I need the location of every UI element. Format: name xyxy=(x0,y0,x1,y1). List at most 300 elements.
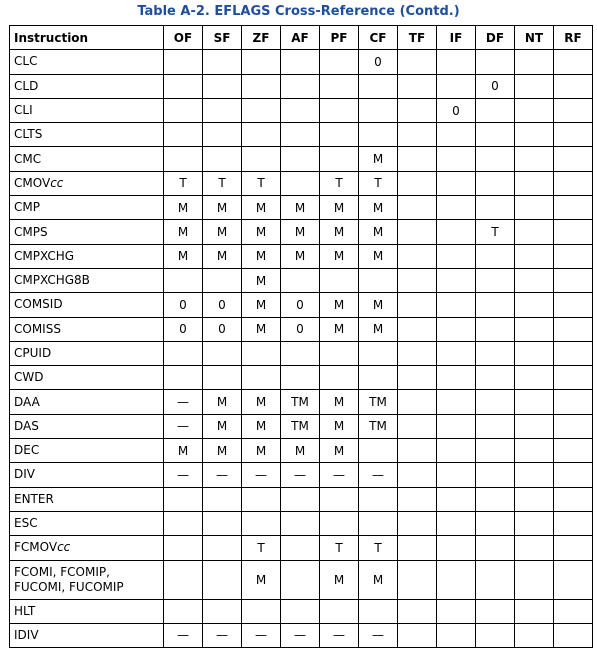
flag-cell-nt xyxy=(515,487,554,511)
flag-cell-tf xyxy=(398,123,437,147)
flag-cell-cf: M xyxy=(359,244,398,268)
flag-cell-zf xyxy=(242,341,281,365)
flag-cell-cf: M xyxy=(359,317,398,341)
instruction-cell xyxy=(10,439,164,463)
flag-cell-if xyxy=(437,293,476,317)
column-header-of: OF xyxy=(164,26,203,50)
flag-cell-zf: M xyxy=(242,414,281,438)
flag-cell-rf xyxy=(554,536,593,560)
flag-cell-tf xyxy=(398,599,437,623)
flag-cell-pf: T xyxy=(320,536,359,560)
table-row xyxy=(10,390,593,414)
flag-cell-tf xyxy=(398,560,437,599)
flag-cell-pf: M xyxy=(320,439,359,463)
flag-cell-of xyxy=(164,599,203,623)
flag-cell-nt xyxy=(515,317,554,341)
flag-cell-rf xyxy=(554,463,593,487)
flag-cell-of xyxy=(164,147,203,171)
flag-cell-rf xyxy=(554,147,593,171)
flag-cell-af xyxy=(281,341,320,365)
flag-cell-cf xyxy=(359,599,398,623)
flag-cell-sf xyxy=(203,74,242,98)
instruction-cell xyxy=(10,244,164,268)
flag-cell-rf xyxy=(554,244,593,268)
flag-cell-pf: M xyxy=(320,317,359,341)
table-row xyxy=(10,511,593,535)
flag-cell-df xyxy=(476,414,515,438)
flag-cell-df xyxy=(476,244,515,268)
flag-cell-sf xyxy=(203,599,242,623)
instruction-name: DIV xyxy=(14,467,35,482)
flag-cell-sf: M xyxy=(203,220,242,244)
flag-cell-cf xyxy=(359,366,398,390)
table-row xyxy=(10,439,593,463)
flag-cell-if xyxy=(437,599,476,623)
flag-cell-of: M xyxy=(164,220,203,244)
flag-cell-df xyxy=(476,268,515,292)
instruction-name: CLI xyxy=(14,103,33,118)
flag-cell-af: TM xyxy=(281,390,320,414)
flag-cell-df xyxy=(476,487,515,511)
eflags-table xyxy=(9,25,593,648)
instruction-cell xyxy=(10,599,164,623)
instruction-cell xyxy=(10,390,164,414)
flag-cell-pf xyxy=(320,98,359,122)
flag-cell-nt xyxy=(515,171,554,195)
flag-cell-pf: M xyxy=(320,560,359,599)
flag-cell-sf: — xyxy=(203,623,242,647)
flag-cell-if xyxy=(437,414,476,438)
flag-cell-if xyxy=(437,50,476,74)
flag-cell-df xyxy=(476,366,515,390)
flag-cell-df: 0 xyxy=(476,74,515,98)
flag-cell-df xyxy=(476,196,515,220)
table-row xyxy=(10,74,593,98)
instruction-name: CLD xyxy=(14,78,39,93)
flag-cell-rf xyxy=(554,390,593,414)
flag-cell-zf: — xyxy=(242,623,281,647)
flag-cell-af xyxy=(281,487,320,511)
flag-cell-df xyxy=(476,147,515,171)
table-row xyxy=(10,414,593,438)
flag-cell-of xyxy=(164,268,203,292)
flag-cell-if xyxy=(437,487,476,511)
flag-cell-df xyxy=(476,439,515,463)
flag-cell-rf xyxy=(554,98,593,122)
instruction-suffix: cc xyxy=(50,175,64,190)
flag-cell-tf xyxy=(398,390,437,414)
column-header-af: AF xyxy=(281,26,320,50)
flag-cell-sf xyxy=(203,50,242,74)
flag-cell-sf xyxy=(203,487,242,511)
flag-cell-nt xyxy=(515,123,554,147)
flag-cell-pf xyxy=(320,74,359,98)
instruction-cell xyxy=(10,560,164,599)
flag-cell-sf: — xyxy=(203,463,242,487)
flag-cell-of xyxy=(164,487,203,511)
instruction-name: FCMOV xyxy=(14,540,58,555)
flag-cell-pf: M xyxy=(320,414,359,438)
flag-cell-pf xyxy=(320,123,359,147)
flag-cell-nt xyxy=(515,244,554,268)
flag-cell-of xyxy=(164,74,203,98)
table-row xyxy=(10,463,593,487)
flag-cell-sf: 0 xyxy=(203,317,242,341)
flag-cell-zf: M xyxy=(242,244,281,268)
instruction-name: CMPXCHG8B xyxy=(14,273,90,288)
instruction-cell xyxy=(10,536,164,560)
instruction-cell xyxy=(10,196,164,220)
flag-cell-sf xyxy=(203,147,242,171)
table-row xyxy=(10,244,593,268)
table-row xyxy=(10,268,593,292)
flag-cell-tf xyxy=(398,98,437,122)
flag-cell-pf xyxy=(320,487,359,511)
instruction-name: FCOMI, FCOMIP, FUCOMI, FUCOMIP xyxy=(14,564,124,594)
flag-cell-sf xyxy=(203,536,242,560)
flag-cell-pf: T xyxy=(320,171,359,195)
flag-cell-tf xyxy=(398,487,437,511)
table-row xyxy=(10,171,593,195)
instruction-cell xyxy=(10,293,164,317)
flag-cell-rf xyxy=(554,487,593,511)
flag-cell-cf: 0 xyxy=(359,50,398,74)
instruction-cell xyxy=(10,74,164,98)
instruction-cell xyxy=(10,414,164,438)
flag-cell-sf: M xyxy=(203,414,242,438)
flag-cell-of: — xyxy=(164,463,203,487)
flag-cell-af: — xyxy=(281,623,320,647)
flag-cell-if xyxy=(437,244,476,268)
flag-cell-zf xyxy=(242,147,281,171)
flag-cell-af xyxy=(281,511,320,535)
flag-cell-df xyxy=(476,171,515,195)
flag-cell-zf xyxy=(242,599,281,623)
flag-cell-of: — xyxy=(164,414,203,438)
flag-cell-of xyxy=(164,341,203,365)
flag-cell-of: 0 xyxy=(164,293,203,317)
flag-cell-rf xyxy=(554,268,593,292)
flag-cell-tf xyxy=(398,623,437,647)
table-row xyxy=(10,293,593,317)
flag-cell-cf xyxy=(359,74,398,98)
flag-cell-pf xyxy=(320,50,359,74)
table-row xyxy=(10,98,593,122)
table-row xyxy=(10,341,593,365)
flag-cell-nt xyxy=(515,74,554,98)
flag-cell-sf: M xyxy=(203,390,242,414)
flag-cell-nt xyxy=(515,196,554,220)
column-header-nt: NT xyxy=(515,26,554,50)
flag-cell-zf: T xyxy=(242,536,281,560)
flag-cell-tf xyxy=(398,244,437,268)
instruction-cell xyxy=(10,171,164,195)
flag-cell-af: — xyxy=(281,463,320,487)
flag-cell-zf: M xyxy=(242,268,281,292)
flag-cell-nt xyxy=(515,439,554,463)
flag-cell-cf xyxy=(359,98,398,122)
flag-cell-pf xyxy=(320,511,359,535)
instruction-name: ESC xyxy=(14,516,38,531)
flag-cell-af: 0 xyxy=(281,317,320,341)
flag-cell-pf xyxy=(320,268,359,292)
flag-cell-of: — xyxy=(164,390,203,414)
flag-cell-tf xyxy=(398,414,437,438)
flag-cell-rf xyxy=(554,74,593,98)
flag-cell-tf xyxy=(398,220,437,244)
flag-cell-df xyxy=(476,293,515,317)
flag-cell-of xyxy=(164,50,203,74)
flag-cell-pf xyxy=(320,341,359,365)
flag-cell-cf xyxy=(359,268,398,292)
flag-cell-af xyxy=(281,536,320,560)
flag-cell-if xyxy=(437,623,476,647)
flag-cell-of xyxy=(164,123,203,147)
flag-cell-rf xyxy=(554,196,593,220)
flag-cell-tf xyxy=(398,74,437,98)
flag-cell-rf xyxy=(554,366,593,390)
flag-cell-af: 0 xyxy=(281,293,320,317)
flag-cell-of xyxy=(164,98,203,122)
instruction-cell xyxy=(10,623,164,647)
flag-cell-nt xyxy=(515,366,554,390)
flag-cell-af xyxy=(281,74,320,98)
instruction-name: DAA xyxy=(14,394,40,409)
column-header-rf: RF xyxy=(554,26,593,50)
flag-cell-sf: M xyxy=(203,244,242,268)
column-header-tf: TF xyxy=(398,26,437,50)
flag-cell-zf: M xyxy=(242,390,281,414)
flag-cell-cf: M xyxy=(359,147,398,171)
flag-cell-tf xyxy=(398,317,437,341)
flag-cell-pf: M xyxy=(320,390,359,414)
flag-cell-pf: M xyxy=(320,293,359,317)
flag-cell-cf: — xyxy=(359,623,398,647)
flag-cell-if xyxy=(437,123,476,147)
flag-cell-df xyxy=(476,50,515,74)
flag-cell-zf xyxy=(242,366,281,390)
instruction-name: CLC xyxy=(14,54,38,69)
flag-cell-pf xyxy=(320,147,359,171)
header-row xyxy=(10,26,593,50)
flag-cell-if xyxy=(437,439,476,463)
instruction-suffix: cc xyxy=(57,540,71,555)
flag-cell-rf xyxy=(554,317,593,341)
flag-cell-rf xyxy=(554,123,593,147)
instruction-name: COMSID xyxy=(14,297,63,312)
column-header-if: IF xyxy=(437,26,476,50)
flag-cell-nt xyxy=(515,560,554,599)
column-header-sf: SF xyxy=(203,26,242,50)
flag-cell-if xyxy=(437,220,476,244)
flag-cell-rf xyxy=(554,511,593,535)
flag-cell-nt xyxy=(515,511,554,535)
flag-cell-pf: M xyxy=(320,196,359,220)
instruction-name: CLTS xyxy=(14,127,43,142)
table-row xyxy=(10,536,593,560)
column-header-instruction: Instruction xyxy=(10,26,164,50)
flag-cell-rf xyxy=(554,623,593,647)
table-row xyxy=(10,123,593,147)
flag-cell-cf: T xyxy=(359,171,398,195)
flag-cell-sf xyxy=(203,98,242,122)
instruction-cell xyxy=(10,50,164,74)
flag-cell-cf xyxy=(359,123,398,147)
flag-cell-af xyxy=(281,560,320,599)
flag-cell-af: M xyxy=(281,439,320,463)
flag-cell-tf xyxy=(398,50,437,74)
flag-cell-if xyxy=(437,317,476,341)
flag-cell-af xyxy=(281,268,320,292)
table-body xyxy=(10,50,593,648)
table-row xyxy=(10,147,593,171)
flag-cell-df xyxy=(476,98,515,122)
table-row xyxy=(10,623,593,647)
instruction-cell xyxy=(10,366,164,390)
flag-cell-zf xyxy=(242,123,281,147)
table-row xyxy=(10,50,593,74)
flag-cell-of: 0 xyxy=(164,317,203,341)
flag-cell-sf xyxy=(203,123,242,147)
flag-cell-pf xyxy=(320,599,359,623)
flag-cell-rf xyxy=(554,560,593,599)
instruction-cell xyxy=(10,220,164,244)
flag-cell-zf xyxy=(242,74,281,98)
table-row xyxy=(10,220,593,244)
flag-cell-nt xyxy=(515,463,554,487)
instruction-name: DAS xyxy=(14,418,39,433)
instruction-cell xyxy=(10,487,164,511)
instruction-cell xyxy=(10,463,164,487)
flag-cell-of: — xyxy=(164,623,203,647)
instruction-cell xyxy=(10,511,164,535)
flag-cell-cf: M xyxy=(359,196,398,220)
instruction-cell xyxy=(10,317,164,341)
flag-cell-rf xyxy=(554,414,593,438)
flag-cell-nt xyxy=(515,414,554,438)
flag-cell-sf xyxy=(203,511,242,535)
flag-cell-nt xyxy=(515,599,554,623)
flag-cell-tf xyxy=(398,366,437,390)
flag-cell-of xyxy=(164,536,203,560)
flag-cell-nt xyxy=(515,50,554,74)
instruction-name: CMPXCHG xyxy=(14,248,75,263)
flag-cell-cf: M xyxy=(359,293,398,317)
flag-cell-of xyxy=(164,366,203,390)
flag-cell-tf xyxy=(398,196,437,220)
flag-cell-af: M xyxy=(281,244,320,268)
flag-cell-df xyxy=(476,341,515,365)
flag-cell-cf: M xyxy=(359,220,398,244)
instruction-name: COMISS xyxy=(14,321,61,336)
flag-cell-sf: M xyxy=(203,196,242,220)
table-row xyxy=(10,317,593,341)
table-row xyxy=(10,487,593,511)
flag-cell-af xyxy=(281,50,320,74)
flag-cell-df xyxy=(476,390,515,414)
flag-cell-nt xyxy=(515,293,554,317)
flag-cell-zf: M xyxy=(242,317,281,341)
flag-cell-df xyxy=(476,511,515,535)
flag-cell-df xyxy=(476,623,515,647)
flag-cell-cf: T xyxy=(359,536,398,560)
flag-cell-nt xyxy=(515,390,554,414)
instruction-name: CMC xyxy=(14,151,42,166)
flag-cell-tf xyxy=(398,511,437,535)
flag-cell-nt xyxy=(515,98,554,122)
instruction-name: CWD xyxy=(14,370,44,385)
flag-cell-of xyxy=(164,560,203,599)
flag-cell-cf: M xyxy=(359,560,398,599)
flag-cell-cf: TM xyxy=(359,414,398,438)
flag-cell-of: M xyxy=(164,196,203,220)
flag-cell-nt xyxy=(515,341,554,365)
flag-cell-zf: M xyxy=(242,293,281,317)
column-header-df: DF xyxy=(476,26,515,50)
flag-cell-zf: M xyxy=(242,196,281,220)
instruction-name: CMP xyxy=(14,200,40,215)
flag-cell-tf xyxy=(398,463,437,487)
instruction-name: CMOV xyxy=(14,175,51,190)
flag-cell-sf: T xyxy=(203,171,242,195)
column-header-zf: ZF xyxy=(242,26,281,50)
flag-cell-nt xyxy=(515,147,554,171)
instruction-cell xyxy=(10,268,164,292)
flag-cell-rf xyxy=(554,439,593,463)
flag-cell-if xyxy=(437,74,476,98)
flag-cell-tf xyxy=(398,147,437,171)
flag-cell-tf xyxy=(398,341,437,365)
flag-cell-sf xyxy=(203,341,242,365)
column-header-pf: PF xyxy=(320,26,359,50)
table-row xyxy=(10,366,593,390)
flag-cell-df: T xyxy=(476,220,515,244)
flag-cell-pf: — xyxy=(320,623,359,647)
flag-cell-cf xyxy=(359,439,398,463)
instruction-cell xyxy=(10,341,164,365)
instruction-name: IDIV xyxy=(14,627,39,642)
flag-cell-sf: 0 xyxy=(203,293,242,317)
flag-cell-if xyxy=(437,560,476,599)
flag-cell-if xyxy=(437,511,476,535)
instruction-name: CMPS xyxy=(14,224,48,239)
flag-cell-af xyxy=(281,98,320,122)
flag-cell-zf: M xyxy=(242,560,281,599)
flag-cell-pf xyxy=(320,366,359,390)
flag-cell-pf: M xyxy=(320,220,359,244)
flag-cell-zf: M xyxy=(242,220,281,244)
flag-cell-sf xyxy=(203,560,242,599)
flag-cell-nt xyxy=(515,536,554,560)
flag-cell-tf xyxy=(398,439,437,463)
flag-cell-sf xyxy=(203,366,242,390)
flag-cell-tf xyxy=(398,536,437,560)
flag-cell-sf: M xyxy=(203,439,242,463)
flag-cell-nt xyxy=(515,220,554,244)
flag-cell-rf xyxy=(554,599,593,623)
flag-cell-of: M xyxy=(164,244,203,268)
flag-cell-df xyxy=(476,123,515,147)
flag-cell-if xyxy=(437,341,476,365)
flag-cell-cf: TM xyxy=(359,390,398,414)
flag-cell-tf xyxy=(398,268,437,292)
flag-cell-af: TM xyxy=(281,414,320,438)
flag-cell-af xyxy=(281,599,320,623)
flag-cell-of: T xyxy=(164,171,203,195)
flag-cell-nt xyxy=(515,268,554,292)
flag-cell-af xyxy=(281,171,320,195)
flag-cell-af xyxy=(281,366,320,390)
